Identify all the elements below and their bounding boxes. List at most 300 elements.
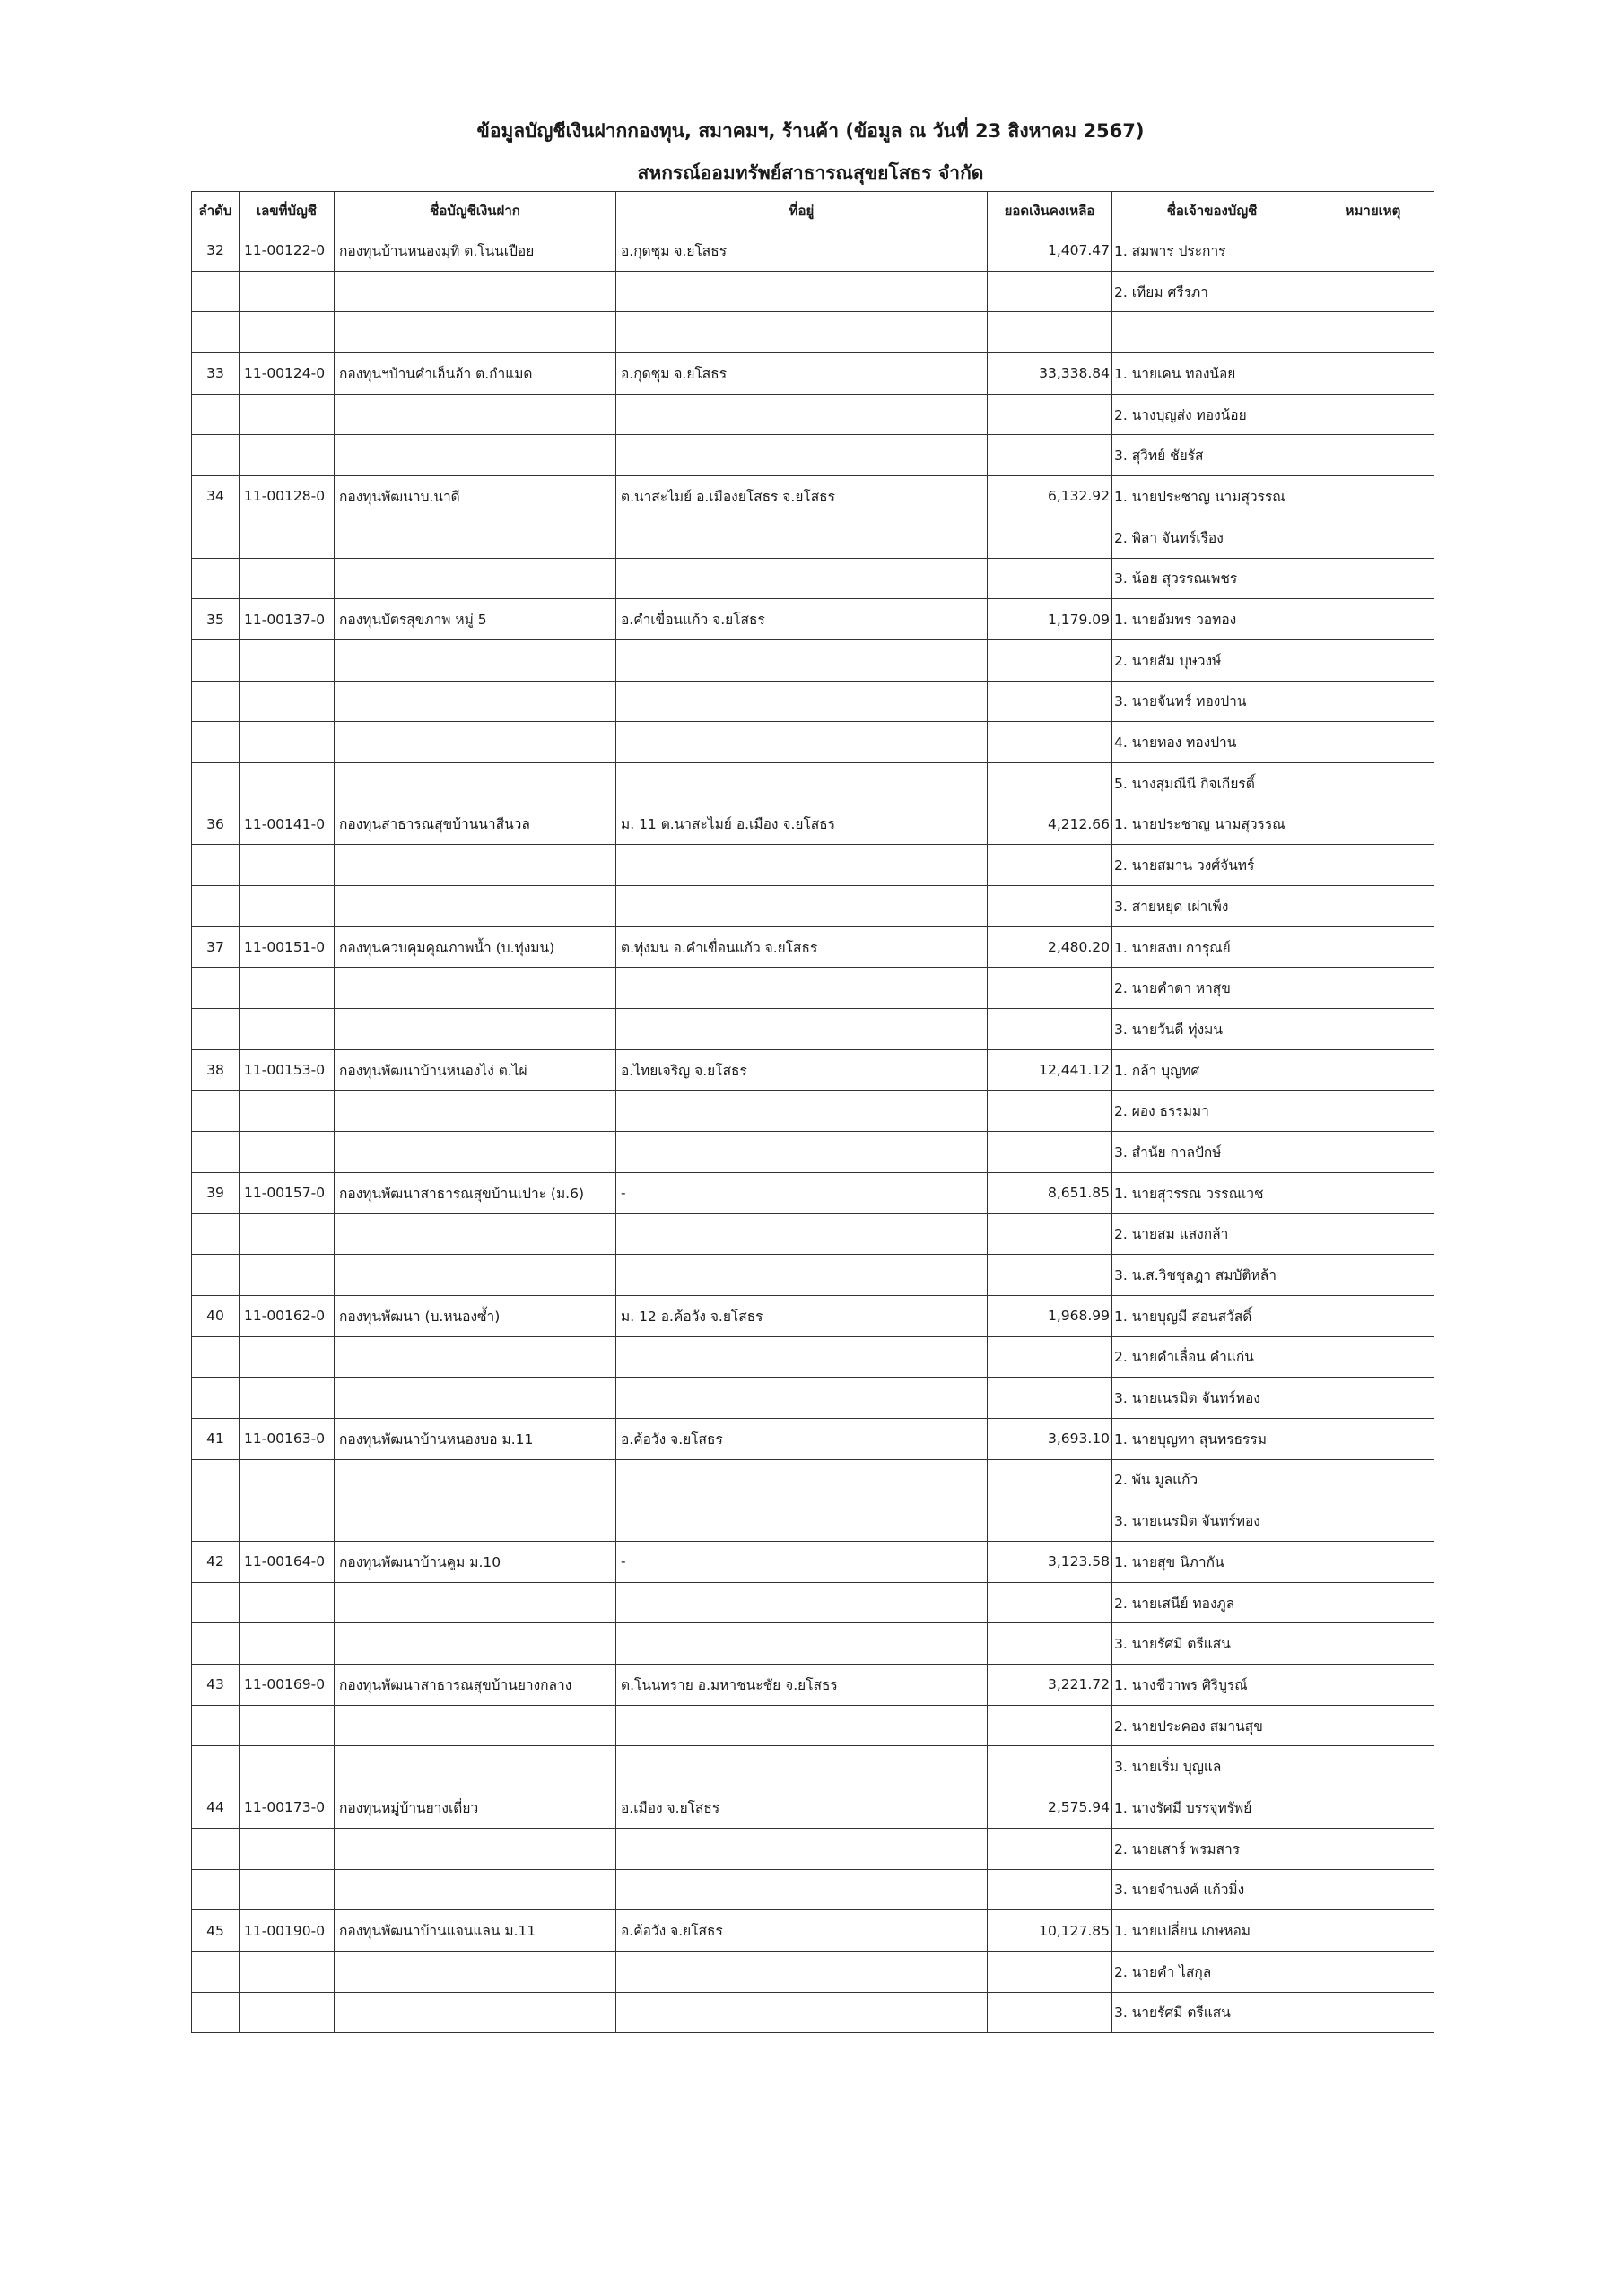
account-name-cell <box>335 1992 616 2033</box>
table-row <box>192 1910 1434 1952</box>
account-name-cell: กองทุนพัฒนา (บ.หนองซ้ำ) <box>335 1295 616 1336</box>
owner-cell: 3. สายหยุด เผ่าเพ็ง <box>1112 886 1312 927</box>
account-no-cell <box>192 1705 240 1746</box>
account-number-cell <box>240 1992 335 2033</box>
page-subtitle: สหกรณ์ออมทรัพย์สาธารณสุขยโสธร จำกัด <box>637 162 984 184</box>
account-name-cell <box>335 271 616 312</box>
column-header-account: เลขที่บัญชี <box>240 192 335 230</box>
table-body <box>192 230 1434 2033</box>
remark-cell <box>1312 517 1434 558</box>
account-name-cell <box>335 435 616 476</box>
remark-cell <box>1312 1295 1434 1336</box>
address-cell <box>616 762 988 804</box>
table-row <box>192 1705 1434 1746</box>
account-no-cell <box>192 1213 240 1255</box>
account-no-cell: 40 <box>192 1295 240 1336</box>
owner-cell: 3. นายจันทร์ ทองปาน <box>1112 681 1312 722</box>
remark-cell <box>1312 1500 1434 1542</box>
balance-cell <box>988 1009 1112 1050</box>
owner-cell: 1. นายประชาญ นามสุวรรณ <box>1112 804 1312 845</box>
account-name-cell <box>335 762 616 804</box>
column-header-name: ชื่อบัญชีเงินฝาก <box>335 192 616 230</box>
remark-cell <box>1312 1787 1434 1829</box>
account-name-cell: กองทุนควบคุมคุณภาพน้ำ (บ.ทุ่งมน) <box>335 926 616 968</box>
account-no-cell <box>192 845 240 886</box>
remark-cell <box>1312 722 1434 763</box>
page-title: ข้อมูลบัญชีเงินฝากกองทุน, สมาคมฯ, ร้านค้า (ข้อมูล ณ วันที่ 23 สิงหาคม 2567) <box>476 120 1145 142</box>
address-cell <box>616 1623 988 1665</box>
owner-cell: 2. นายประคอง สมานสุข <box>1112 1705 1312 1746</box>
table-row <box>192 1132 1434 1173</box>
table-row <box>192 558 1434 599</box>
table-row <box>192 845 1434 886</box>
balance-cell <box>988 1213 1112 1255</box>
address-cell <box>616 722 988 763</box>
table-row <box>192 968 1434 1009</box>
column-header-balance: ยอดเงินคงเหลือ <box>988 192 1112 230</box>
balance-cell: 12,441.12 <box>988 1049 1112 1091</box>
account-name-cell <box>335 886 616 927</box>
account-no-cell: 32 <box>192 230 240 272</box>
remark-cell <box>1312 968 1434 1009</box>
account-number-cell: 11-00162-0 <box>240 1295 335 1336</box>
remark-cell <box>1312 1172 1434 1213</box>
owner-cell: 2. นายสมาน วงศ์จันทร์ <box>1112 845 1312 886</box>
account-no-cell <box>192 1582 240 1623</box>
account-no-cell <box>192 1132 240 1173</box>
account-no-cell <box>192 1869 240 1910</box>
table-row <box>192 1542 1434 1583</box>
account-name-cell: กองทุนพัฒนาสาธารณสุขบ้านเปาะ (ม.6) <box>335 1172 616 1213</box>
account-no-cell: 41 <box>192 1418 240 1459</box>
account-number-cell <box>240 1378 335 1419</box>
address-cell: อ.คำเขื่อนแก้ว จ.ยโสธร <box>616 599 988 640</box>
account-number-cell <box>240 558 335 599</box>
address-cell <box>616 1951 988 1992</box>
owner-cell: 3. สำนัย กาลปักษ์ <box>1112 1132 1312 1173</box>
remark-cell <box>1312 476 1434 517</box>
address-cell: ต.นาสะไมย์ อ.เมืองยโสธร จ.ยโสธร <box>616 476 988 517</box>
account-name-cell <box>335 1746 616 1787</box>
table-row <box>192 886 1434 927</box>
account-number-cell: 11-00157-0 <box>240 1172 335 1213</box>
address-cell <box>616 517 988 558</box>
account-number-cell: 11-00153-0 <box>240 1049 335 1091</box>
account-number-cell: 11-00190-0 <box>240 1910 335 1952</box>
balance-cell <box>988 435 1112 476</box>
account-name-cell <box>335 1705 616 1746</box>
balance-cell <box>988 845 1112 886</box>
account-name-cell <box>335 1869 616 1910</box>
balance-cell <box>988 681 1112 722</box>
account-no-cell: 38 <box>192 1049 240 1091</box>
remark-cell <box>1312 1542 1434 1583</box>
account-no-cell <box>192 1746 240 1787</box>
table-row <box>192 1418 1434 1459</box>
owner-cell <box>1112 312 1312 353</box>
account-name-cell <box>335 1009 616 1050</box>
owner-cell: 1. นายเปลี่ยน เกษหอม <box>1112 1910 1312 1952</box>
account-number-cell <box>240 639 335 681</box>
account-number-cell <box>240 1951 335 1992</box>
remark-cell <box>1312 1132 1434 1173</box>
balance-cell <box>988 1951 1112 1992</box>
account-no-cell: 34 <box>192 476 240 517</box>
account-no-cell <box>192 681 240 722</box>
account-number-cell <box>240 1213 335 1255</box>
owner-cell: 3. น.ส.วิชชุลฎา สมบัติหล้า <box>1112 1255 1312 1296</box>
remark-cell <box>1312 1869 1434 1910</box>
account-number-cell: 11-00173-0 <box>240 1787 335 1829</box>
account-no-cell <box>192 886 240 927</box>
account-name-cell <box>335 845 616 886</box>
owner-cell: 2. นายสัม บุษวงษ์ <box>1112 639 1312 681</box>
account-number-cell: 11-00137-0 <box>240 599 335 640</box>
address-cell <box>616 271 988 312</box>
account-number-cell <box>240 435 335 476</box>
owner-cell: 2. นายเสาร์ พรมสาร <box>1112 1828 1312 1869</box>
remark-cell <box>1312 845 1434 886</box>
owner-cell: 3. นายรัศมี ตรีแสน <box>1112 1623 1312 1665</box>
table-row <box>192 271 1434 312</box>
owner-cell: 2. นายสม แสงกล้า <box>1112 1213 1312 1255</box>
address-cell: อ.ไทยเจริญ จ.ยโสธร <box>616 1049 988 1091</box>
table-row <box>192 1623 1434 1665</box>
account-number-cell <box>240 1009 335 1050</box>
address-cell <box>616 968 988 1009</box>
address-cell <box>616 1132 988 1173</box>
account-no-cell: 39 <box>192 1172 240 1213</box>
column-header-address: ที่อยู่ <box>616 192 988 230</box>
account-name-cell <box>335 1623 616 1665</box>
remark-cell <box>1312 1665 1434 1706</box>
owner-cell: 2. นายคำเลื่อน คำแก่น <box>1112 1336 1312 1378</box>
table-header-row <box>192 192 1434 230</box>
account-number-cell <box>240 1255 335 1296</box>
address-cell: อ.กุดชุม จ.ยโสธร <box>616 353 988 395</box>
address-cell <box>616 1500 988 1542</box>
table-row <box>192 1992 1434 2033</box>
remark-cell <box>1312 1049 1434 1091</box>
owner-cell: 2. นางบุญส่ง ทองน้อย <box>1112 394 1312 435</box>
owner-cell: 2. นายคำดา หาสุข <box>1112 968 1312 1009</box>
table-row <box>192 1665 1434 1706</box>
owner-cell: 1. นายสุข นิภากัน <box>1112 1542 1312 1583</box>
account-no-cell: 36 <box>192 804 240 845</box>
owner-cell: 5. นางสุมณีนี กิจเกียรติ์ <box>1112 762 1312 804</box>
address-cell <box>616 845 988 886</box>
balance-cell: 1,968.99 <box>988 1295 1112 1336</box>
owner-cell: 2. พัน มูลแก้ว <box>1112 1459 1312 1500</box>
remark-cell <box>1312 804 1434 845</box>
address-cell <box>616 558 988 599</box>
balance-cell: 2,480.20 <box>988 926 1112 968</box>
account-name-cell <box>335 1213 616 1255</box>
column-header-no: ลำดับ <box>192 192 240 230</box>
owner-cell: 1. นายประชาญ นามสุวรรณ <box>1112 476 1312 517</box>
account-name-cell: กองทุนพัฒนาบ้านหนองบอ ม.11 <box>335 1418 616 1459</box>
account-no-cell <box>192 1500 240 1542</box>
address-cell <box>616 886 988 927</box>
remark-cell <box>1312 394 1434 435</box>
owner-cell: 3. นายวันดี ทุ่งมน <box>1112 1009 1312 1050</box>
table-row <box>192 517 1434 558</box>
account-no-cell: 33 <box>192 353 240 395</box>
address-cell <box>616 1746 988 1787</box>
address-cell <box>616 1705 988 1746</box>
account-no-cell <box>192 1255 240 1296</box>
owner-cell: 3. นายรัศมี ตรีแสน <box>1112 1992 1312 2033</box>
balance-cell <box>988 1992 1112 2033</box>
table-row <box>192 1746 1434 1787</box>
table-row <box>192 312 1434 353</box>
account-no-cell <box>192 968 240 1009</box>
remark-cell <box>1312 762 1434 804</box>
remark-cell <box>1312 886 1434 927</box>
account-no-cell <box>192 1623 240 1665</box>
table-row <box>192 1951 1434 1992</box>
account-no-cell <box>192 1951 240 1992</box>
remark-cell <box>1312 1910 1434 1952</box>
address-cell: อ.ค้อวัง จ.ยโสธร <box>616 1910 988 1952</box>
column-header-owner: ชื่อเจ้าของบัญชี <box>1112 192 1312 230</box>
owner-cell: 3. นายจำนงค์ แก้วมิ่ง <box>1112 1869 1312 1910</box>
account-no-cell <box>192 394 240 435</box>
address-cell: - <box>616 1542 988 1583</box>
balance-cell <box>988 1459 1112 1500</box>
account-name-cell: กองทุนพัฒนาบ.นาดี <box>335 476 616 517</box>
account-name-cell <box>335 1582 616 1623</box>
owner-cell: 1. นายสุวรรณ วรรณเวช <box>1112 1172 1312 1213</box>
account-number-cell <box>240 1132 335 1173</box>
balance-cell: 3,221.72 <box>988 1665 1112 1706</box>
owner-cell: 3. น้อย สุวรรณเพชร <box>1112 558 1312 599</box>
account-no-cell <box>192 1378 240 1419</box>
account-number-cell: 11-00124-0 <box>240 353 335 395</box>
balance-cell <box>988 271 1112 312</box>
account-number-cell <box>240 681 335 722</box>
account-name-cell <box>335 312 616 353</box>
balance-cell: 1,407.47 <box>988 230 1112 272</box>
remark-cell <box>1312 1705 1434 1746</box>
address-cell: - <box>616 1172 988 1213</box>
remark-cell <box>1312 1418 1434 1459</box>
address-cell: อ.กุดชุม จ.ยโสธร <box>616 230 988 272</box>
address-cell: อ.ค้อวัง จ.ยโสธร <box>616 1418 988 1459</box>
account-no-cell <box>192 271 240 312</box>
account-name-cell: กองทุนสาธารณสุขบ้านนาสีนวล <box>335 804 616 845</box>
remark-cell <box>1312 1009 1434 1050</box>
address-cell <box>616 394 988 435</box>
account-no-cell <box>192 1459 240 1500</box>
remark-cell <box>1312 1828 1434 1869</box>
account-name-cell: กองทุนพัฒนาบ้านแจนแลน ม.11 <box>335 1910 616 1952</box>
account-no-cell: 43 <box>192 1665 240 1706</box>
account-number-cell <box>240 845 335 886</box>
account-number-cell <box>240 271 335 312</box>
owner-cell: 2. พิลา จันทร์เรือง <box>1112 517 1312 558</box>
table-row <box>192 1336 1434 1378</box>
remark-cell <box>1312 1213 1434 1255</box>
table-row <box>192 435 1434 476</box>
remark-cell <box>1312 599 1434 640</box>
balance-cell <box>988 968 1112 1009</box>
accounts-table <box>191 191 1434 2033</box>
table-row <box>192 1459 1434 1500</box>
balance-cell <box>988 1091 1112 1132</box>
balance-cell <box>988 1336 1112 1378</box>
table-row <box>192 1828 1434 1869</box>
address-cell: ต.โนนทราย อ.มหาชนะชัย จ.ยโสธร <box>616 1665 988 1706</box>
owner-cell: 1. กล้า บุญทศ <box>1112 1049 1312 1091</box>
account-name-cell: กองทุนบัตรสุขภาพ หมู่ 5 <box>335 599 616 640</box>
owner-cell: 2. นายเสนีย์ ทองภูล <box>1112 1582 1312 1623</box>
account-name-cell <box>335 1459 616 1500</box>
balance-cell <box>988 312 1112 353</box>
account-number-cell: 11-00141-0 <box>240 804 335 845</box>
remark-cell <box>1312 639 1434 681</box>
balance-cell: 3,123.58 <box>988 1542 1112 1583</box>
account-number-cell: 11-00128-0 <box>240 476 335 517</box>
address-cell <box>616 1378 988 1419</box>
remark-cell <box>1312 435 1434 476</box>
account-number-cell <box>240 517 335 558</box>
account-number-cell <box>240 1828 335 1869</box>
remark-cell <box>1312 1459 1434 1500</box>
balance-cell <box>988 1623 1112 1665</box>
balance-cell <box>988 1255 1112 1296</box>
table-row <box>192 1091 1434 1132</box>
owner-cell: 4. นายทอง ทองปาน <box>1112 722 1312 763</box>
remark-cell <box>1312 230 1434 272</box>
balance-cell <box>988 886 1112 927</box>
table-row <box>192 353 1434 395</box>
address-cell <box>616 1091 988 1132</box>
remark-cell <box>1312 1255 1434 1296</box>
account-no-cell: 37 <box>192 926 240 968</box>
table-row <box>192 1582 1434 1623</box>
account-no-cell: 42 <box>192 1542 240 1583</box>
account-no-cell <box>192 1336 240 1378</box>
remark-cell <box>1312 1746 1434 1787</box>
address-cell <box>616 1828 988 1869</box>
account-name-cell <box>335 722 616 763</box>
remark-cell <box>1312 1623 1434 1665</box>
address-cell <box>616 1336 988 1378</box>
balance-cell: 1,179.09 <box>988 599 1112 640</box>
account-name-cell <box>335 1091 616 1132</box>
account-name-cell <box>335 558 616 599</box>
remark-cell <box>1312 1091 1434 1132</box>
account-name-cell <box>335 517 616 558</box>
remark-cell <box>1312 681 1434 722</box>
table-row <box>192 599 1434 640</box>
account-number-cell <box>240 1582 335 1623</box>
account-name-cell: กองทุนฯบ้านคำเอ็นอ้า ต.กำแมด <box>335 353 616 395</box>
address-cell <box>616 681 988 722</box>
owner-cell: 1. นายอัมพร วอทอง <box>1112 599 1312 640</box>
account-number-cell <box>240 1869 335 1910</box>
table-row <box>192 1009 1434 1050</box>
owner-cell: 3. สุวิทย์ ชัยรัส <box>1112 435 1312 476</box>
account-name-cell <box>335 1132 616 1173</box>
account-no-cell <box>192 312 240 353</box>
account-number-cell <box>240 762 335 804</box>
account-no-cell: 44 <box>192 1787 240 1829</box>
account-number-cell <box>240 312 335 353</box>
address-cell: ม. 12 อ.ค้อวัง จ.ยโสธร <box>616 1295 988 1336</box>
balance-cell <box>988 722 1112 763</box>
remark-cell <box>1312 1992 1434 2033</box>
account-number-cell <box>240 1091 335 1132</box>
table-row <box>192 1255 1434 1296</box>
table-row <box>192 1049 1434 1091</box>
balance-cell <box>988 558 1112 599</box>
address-cell <box>616 435 988 476</box>
table-row <box>192 394 1434 435</box>
account-number-cell <box>240 1746 335 1787</box>
account-name-cell <box>335 1336 616 1378</box>
remark-cell <box>1312 558 1434 599</box>
account-no-cell <box>192 639 240 681</box>
account-name-cell <box>335 394 616 435</box>
remark-cell <box>1312 353 1434 395</box>
account-number-cell <box>240 1336 335 1378</box>
remark-cell <box>1312 312 1434 353</box>
address-cell: ต.ทุ่งมน อ.คำเขื่อนแก้ว จ.ยโสธร <box>616 926 988 968</box>
account-no-cell <box>192 762 240 804</box>
owner-cell: 3. นายเริ่ม บุญแล <box>1112 1746 1312 1787</box>
account-name-cell <box>335 968 616 1009</box>
table-row <box>192 1213 1434 1255</box>
table-row <box>192 1787 1434 1829</box>
address-cell <box>616 1009 988 1050</box>
account-name-cell: กองทุนบ้านหนองมุทิ ต.โนนเปือย <box>335 230 616 272</box>
account-number-cell <box>240 1459 335 1500</box>
remark-cell <box>1312 926 1434 968</box>
account-name-cell <box>335 1255 616 1296</box>
table-row <box>192 722 1434 763</box>
balance-cell: 33,338.84 <box>988 353 1112 395</box>
owner-cell: 3. นายเนรมิต จันทร์ทอง <box>1112 1500 1312 1542</box>
account-number-cell <box>240 1705 335 1746</box>
table-row <box>192 926 1434 968</box>
owner-cell: 1. นายสงบ การุณย์ <box>1112 926 1312 968</box>
balance-cell <box>988 1500 1112 1542</box>
table-row <box>192 1172 1434 1213</box>
balance-cell: 10,127.85 <box>988 1910 1112 1952</box>
address-cell <box>616 312 988 353</box>
balance-cell: 4,212.66 <box>988 804 1112 845</box>
account-name-cell <box>335 1378 616 1419</box>
address-cell: ม. 11 ต.นาสะไมย์ อ.เมือง จ.ยโสธร <box>616 804 988 845</box>
account-no-cell: 35 <box>192 599 240 640</box>
column-header-remark: หมายเหตุ <box>1312 192 1434 230</box>
table-row <box>192 1500 1434 1542</box>
account-number-cell: 11-00163-0 <box>240 1418 335 1459</box>
table-row <box>192 681 1434 722</box>
remark-cell <box>1312 1336 1434 1378</box>
remark-cell <box>1312 1582 1434 1623</box>
account-no-cell <box>192 517 240 558</box>
owner-cell: 1. นายเคน ทองน้อย <box>1112 353 1312 395</box>
balance-cell <box>988 1869 1112 1910</box>
account-no-cell <box>192 558 240 599</box>
balance-cell <box>988 639 1112 681</box>
address-cell <box>616 1213 988 1255</box>
table-row <box>192 1869 1434 1910</box>
remark-cell <box>1312 1378 1434 1419</box>
